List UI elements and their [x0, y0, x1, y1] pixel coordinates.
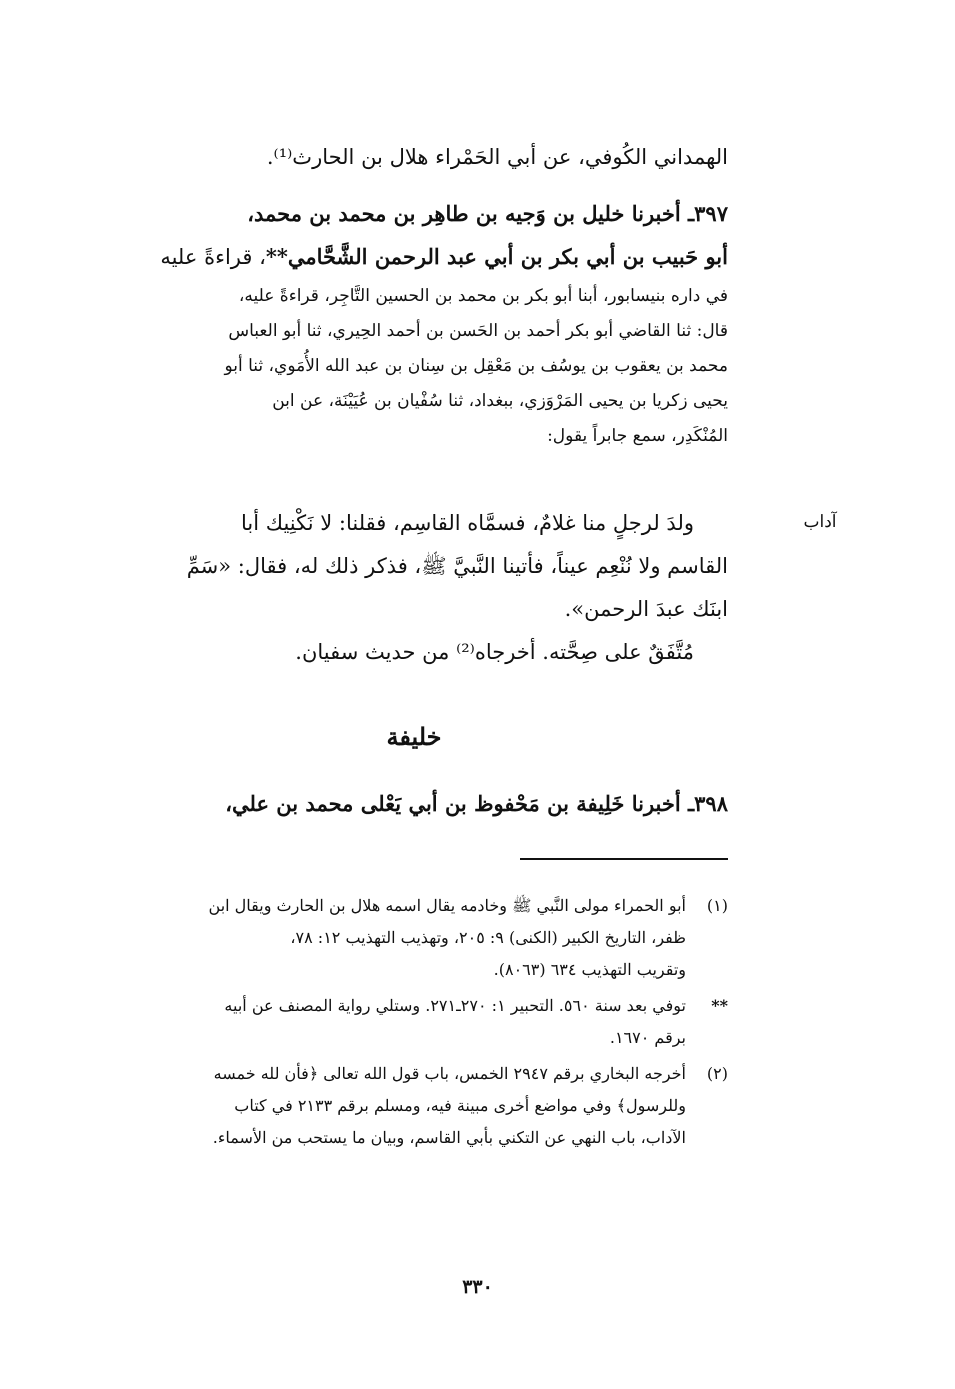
entry-397-line: يحيى زكريا بن يحيى المَرْوَزي، ببغداد، ثنا سُفْيان بن عُيَيْنَة، عن ابن [272, 391, 728, 411]
footnote-marker: (١) [706, 896, 728, 915]
hadith-line: ابنَك عبدَ الرحمن». [564, 597, 728, 621]
entry-397-line: محمد بن يعقوب بن يوسُف بن مَعْقِل بن سِنان بن عبد الله الأُمَوي، ثنا أبو [224, 356, 728, 376]
margin-note: آداب [803, 512, 837, 532]
entry-398 [100, 782, 728, 825]
footnote-line: ظفر، التاريخ الكبير (الكنى) ٩: ٢٠٥، وتهذيب التهذيب ١٢: ٧٨، [290, 928, 686, 947]
footnote-line: أبو الحمراء مولى النَّبي ﷺ وخادمه يقال اسمه هلال بن الحارث ويقال ابن [208, 896, 686, 915]
footnote-body [100, 890, 686, 986]
entry-397 [100, 192, 728, 454]
footnotes [100, 890, 728, 1158]
entry-397-narrator-name: أبو حَبيب بن أبي بكر بن أبي عبد الرحمن الشَّحَّامي** [265, 244, 728, 269]
entry-397-line: المُنْكَدِر، سمع جابراً يقول: [547, 426, 728, 446]
continuation-line: الهمداني الكُوفي، عن أبي الحَمْراء هلال بن الحارث⁽¹⁾. [266, 145, 728, 169]
footnote-body [100, 990, 686, 1054]
footnote-line: توفي بعد سنة ٥٦٠. التحبير ١: ٢٧٠ـ٢٧١. وستلي رواية المصنف عن أبيه [224, 996, 686, 1015]
continuation-text [100, 136, 728, 179]
entry-397-line: قال: ثنا القاضي أبو بكر أحمد بن الحَسن بن أحمد الحِيري، ثنا أبو العباس [228, 321, 728, 341]
footnote-separator [520, 858, 728, 860]
section-title: خليفة [386, 722, 442, 751]
entry-397-line: في داره بنيسابور، أبنا أبو بكر بن محمد بن الحسين التَّاجِر، قراءةً عليه، [238, 286, 728, 306]
footnote-star [100, 990, 728, 1054]
footnote-1 [100, 890, 728, 986]
footnote-marker: (٢) [706, 1064, 728, 1083]
footnote-body [100, 1058, 686, 1154]
page-number: ٣٣٠ [462, 1276, 493, 1298]
footnote-2 [100, 1058, 728, 1154]
entry-397-line-2-rest: ، قراءةً عليه [160, 245, 266, 269]
footnote-marker: ** [711, 996, 728, 1015]
entry-397-line-2 [100, 235, 728, 279]
footnote-line: وتقريب التهذيب ٦٣٤ (٨٠٦٣). [493, 960, 686, 979]
hadith-text [100, 502, 728, 674]
hadith-line: ولدَ لرجلٍ منا غلامٌ، فسمَّاه القاسِم، فقلنا: لا نَكْنِيك أبا [241, 511, 694, 535]
footnote-line: برقم ١٦٧٠. [609, 1028, 686, 1047]
entry-398-heading: ٣٩٨ـ أخبرنا خَلِيفة بن مَحْفوظ بن أبي يَعْلى محمد بن علي، [225, 791, 728, 816]
footnote-line: الآداب، باب النهي عن التكني بأبي القاسم، وبيان ما يستحب من الأسماء. [212, 1128, 686, 1147]
hadith-line: القاسم ولا نُنْعِم عيناً، فأتينا النَّبيَّ ﷺ، فذكر ذلك له، فقال: «سَمِّ [186, 554, 728, 578]
footnote-line: وللرسول﴾ وفي مواضع أخرى مبينة فيه، ومسلم برقم ٢١٣٣ في كتاب [234, 1096, 686, 1115]
entry-397-heading: ٣٩٧ـ أخبرنا خليل بن وَجيه بن طاهِر بن محمد بن محمد، [247, 201, 728, 226]
footnote-line: أخرجه البخاري برقم ٢٩٤٧ الخمس، باب قول الله تعالى ﴿فأن لله خمسه [213, 1064, 686, 1083]
hadith-verification-note: مُتَّفَقٌ على صِحَّته. أخرجاه⁽²⁾ من حديث سفيان. [295, 640, 694, 664]
